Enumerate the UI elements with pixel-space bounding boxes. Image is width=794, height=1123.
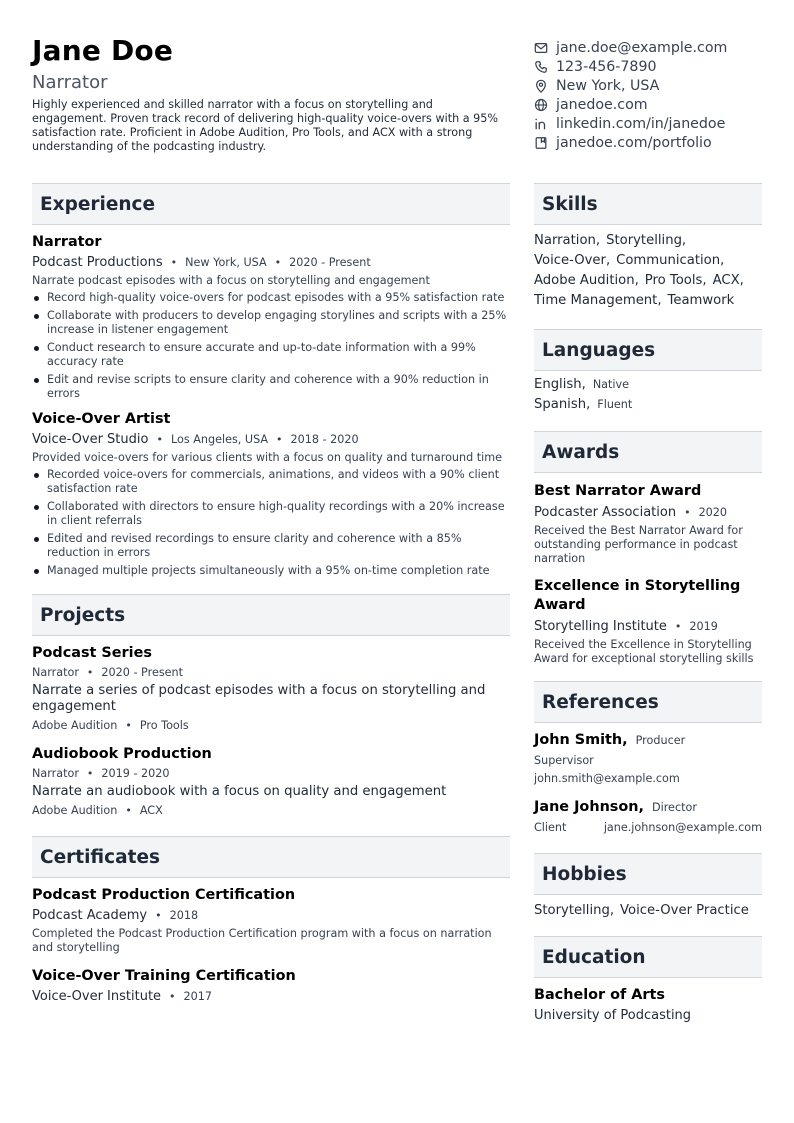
experience-title: Voice-Over Artist <box>32 411 171 427</box>
certificate-meta <box>32 908 510 923</box>
projects-section-header <box>32 594 510 636</box>
languages-list <box>534 377 762 417</box>
project-dates: 2019 - 2020 <box>101 767 170 780</box>
contact-email-text: jane.doe@example.com <box>556 39 728 56</box>
bullet-item: Collaborated with directors to ensure high-quality recordings with a 20% increase in client referrals <box>32 500 510 528</box>
contact-website[interactable] <box>534 95 774 114</box>
skill-item: Voice-Over, <box>534 253 611 268</box>
skill-item: Communication, <box>616 253 725 268</box>
reference-title-line: Client <box>534 821 567 834</box>
project-dates: 2020 - Present <box>101 666 184 679</box>
award-year: 2020 <box>698 506 728 519</box>
separator-dot: • <box>684 506 691 519</box>
experience-meta <box>32 432 510 447</box>
candidate-role: Narrator <box>32 72 108 93</box>
separator-dot: • <box>169 990 176 1003</box>
left-column <box>32 183 510 1004</box>
map-pin-icon <box>534 79 548 93</box>
contact-linkedin[interactable] <box>534 114 774 133</box>
separator-dot: • <box>125 719 132 732</box>
certificate-item <box>32 968 510 1004</box>
skill-item: Adobe Audition, <box>534 273 639 288</box>
certificate-title: Podcast Production Certification <box>32 887 296 903</box>
award-title: Excellence in Storytelling Award <box>534 578 741 613</box>
hobbies-heading: Hobbies <box>542 863 627 885</box>
separator-dot: • <box>125 804 132 817</box>
certificate-meta <box>32 989 510 1004</box>
award-org: Storytelling Institute <box>534 619 667 634</box>
project-description: Narrate a series of podcast episodes with a focus on storytelling and engagement <box>32 683 486 714</box>
summary-text: Highly experienced and skilled narrator with a focus on storytelling and engagement. Proven track record of delivering high-quality voice-overs with a 95% satisfaction rate. Proficient in Adobe Audition, Pro Tools, and ACX with a strong understanding of the podcasting industry. <box>32 98 499 153</box>
education-school: University of Podcasting <box>534 1008 692 1023</box>
certificate-title: Voice-Over Training Certification <box>32 968 296 984</box>
skill-item: Time Management, <box>534 293 662 308</box>
skills-section-header <box>534 183 762 225</box>
candidate-name: Jane Doe <box>32 34 174 67</box>
project-description: Narrate an audiobook with a focus on quality and engagement <box>32 784 447 799</box>
separator-dot: • <box>156 433 163 446</box>
contact-phone-text: 123-456-7890 <box>556 58 657 75</box>
skills-list <box>534 231 762 311</box>
skill-item: Pro Tools, <box>644 273 707 288</box>
certificates-section-header <box>32 836 510 878</box>
project-tool: Pro Tools <box>139 719 189 732</box>
separator-dot: • <box>170 256 178 269</box>
reference-item <box>534 799 762 834</box>
experience-description: Narrate podcast episodes with a focus on storytelling and engagement <box>32 274 430 287</box>
globe-icon <box>534 98 548 112</box>
reference-name: Jane Johnson, <box>534 799 644 815</box>
award-meta <box>534 505 762 520</box>
project-role: Narrator <box>32 767 79 780</box>
experience-company: Podcast Productions <box>32 255 163 270</box>
reference-title: Producer <box>635 734 686 747</box>
awards-section-header <box>534 431 762 473</box>
bullet-item: Record high-quality voice-overs for podcast episodes with a 95% satisfaction rate <box>32 291 510 305</box>
reference-email[interactable]: john.smith@example.com <box>534 772 680 785</box>
hobbies-section-header <box>534 853 762 895</box>
project-title: Podcast Series <box>32 645 152 661</box>
project-meta <box>32 767 510 780</box>
reference-title-line: Supervisor <box>534 754 594 767</box>
award-item <box>534 577 762 666</box>
contact-list <box>534 38 774 152</box>
contact-website-text: janedoe.com <box>556 96 648 113</box>
separator-dot: • <box>155 909 162 922</box>
bullet-item: Recorded voice-overs for commercials, animations, and videos with a 90% client satisfaction rate <box>32 468 510 496</box>
contact-phone[interactable] <box>534 57 774 76</box>
education-item <box>534 987 762 1023</box>
contact-email[interactable] <box>534 38 774 57</box>
bullet-item: Edited and revised recordings to ensure clarity and coherence with a 85% reduction in errors <box>32 532 510 560</box>
contact-location-text: New York, USA <box>556 77 660 94</box>
language-name: English, <box>534 377 586 392</box>
experience-bullets <box>32 468 510 578</box>
certificate-description: Completed the Podcast Production Certification program with a focus on narration and storytelling <box>32 927 492 954</box>
reference-name: John Smith, <box>534 732 628 748</box>
experience-item <box>32 234 510 401</box>
experience-dates: 2018 - 2020 <box>290 433 359 446</box>
bullet-item: Edit and revise scripts to ensure clarity and coherence with a 90% reduction in errors <box>32 373 510 401</box>
skill-item: Narration, <box>534 233 601 248</box>
experience-company: Voice-Over Studio <box>32 432 149 447</box>
language-name: Spanish, <box>534 397 591 412</box>
hobby-item: Storytelling, <box>534 903 615 918</box>
experience-heading: Experience <box>40 193 156 215</box>
award-description: Received the Excellence in Storytelling Award for exceptional storytelling skills <box>534 638 754 665</box>
skills-heading: Skills <box>542 193 598 215</box>
separator-dot: • <box>86 767 94 780</box>
awards-heading: Awards <box>542 441 620 463</box>
contact-portfolio-text: janedoe.com/portfolio <box>556 134 712 151</box>
project-tools <box>32 804 510 817</box>
experience-description: Provided voice-overs for various clients with a focus on quality and turnaround time <box>32 451 503 464</box>
project-role: Narrator <box>32 666 79 679</box>
language-item <box>534 397 762 417</box>
skill-item: Storytelling, <box>606 233 687 248</box>
experience-section-header <box>32 183 510 225</box>
certificate-issuer: Voice-Over Institute <box>32 989 162 1004</box>
language-item <box>534 377 762 397</box>
certificate-year: 2018 <box>169 909 199 922</box>
reference-item <box>534 732 762 785</box>
award-item <box>534 482 762 566</box>
projects-heading: Projects <box>40 604 126 626</box>
education-heading: Education <box>542 946 646 968</box>
languages-heading: Languages <box>542 339 656 361</box>
education-degree: Bachelor of Arts <box>534 987 665 1003</box>
skill-item: Teamwork <box>667 293 735 308</box>
mail-icon <box>534 41 548 55</box>
experience-location: Los Angeles, USA <box>170 433 269 446</box>
award-org: Podcaster Association <box>534 505 677 520</box>
bullet-item: Collaborate with producers to develop engaging storylines and scripts with a 25% increase in listener engagement <box>32 309 510 337</box>
certificates-heading: Certificates <box>40 846 160 868</box>
education-section-header <box>534 936 762 978</box>
phone-icon <box>534 60 548 74</box>
experience-title: Narrator <box>32 234 102 250</box>
award-year: 2019 <box>689 620 718 633</box>
separator-dot: • <box>674 620 682 633</box>
linkedin-icon <box>534 117 548 131</box>
project-tools <box>32 719 510 732</box>
project-item <box>32 746 510 817</box>
certificate-item <box>32 887 510 955</box>
certificate-issuer: Podcast Academy <box>32 908 148 923</box>
project-meta <box>32 666 510 679</box>
contact-portfolio[interactable] <box>534 133 774 152</box>
portfolio-icon <box>534 136 548 150</box>
project-item <box>32 645 510 732</box>
bullet-item: Managed multiple projects simultaneously with a 95% on-time completion rate <box>32 564 510 578</box>
language-level: Fluent <box>597 398 633 411</box>
experience-location: New York, USA <box>185 256 267 269</box>
bullet-item: Conduct research to ensure accurate and up-to-date information with a 99% accuracy rate <box>32 341 510 369</box>
reference-email[interactable]: jane.johnson@example.com <box>603 821 762 834</box>
experience-item <box>32 411 510 578</box>
references-section-header <box>534 681 762 723</box>
language-level: Native <box>592 378 630 391</box>
contact-location <box>534 76 774 95</box>
experience-dates: 2020 - Present <box>289 256 371 269</box>
award-description: Received the Best Narrator Award for outstanding performance in podcast narration <box>534 524 743 565</box>
separator-dot: • <box>276 433 283 446</box>
experience-meta <box>32 255 510 270</box>
contact-linkedin-text: linkedin.com/in/janedoe <box>556 115 726 132</box>
skill-item: ACX, <box>712 273 744 288</box>
certificate-year: 2017 <box>183 990 213 1003</box>
experience-bullets <box>32 291 510 401</box>
right-column <box>534 183 762 1023</box>
project-tool: Adobe Audition <box>32 804 118 817</box>
separator-dot: • <box>274 256 282 269</box>
award-title: Best Narrator Award <box>534 483 702 499</box>
award-meta <box>534 619 762 634</box>
separator-dot: • <box>86 666 94 679</box>
project-tool: Adobe Audition <box>32 719 118 732</box>
references-heading: References <box>542 691 659 713</box>
languages-section-header <box>534 329 762 371</box>
project-tool: ACX <box>139 804 163 817</box>
hobby-item: Voice-Over Practice <box>620 903 749 918</box>
reference-title: Director <box>651 801 697 814</box>
hobbies-list <box>534 903 762 918</box>
project-title: Audiobook Production <box>32 746 212 762</box>
